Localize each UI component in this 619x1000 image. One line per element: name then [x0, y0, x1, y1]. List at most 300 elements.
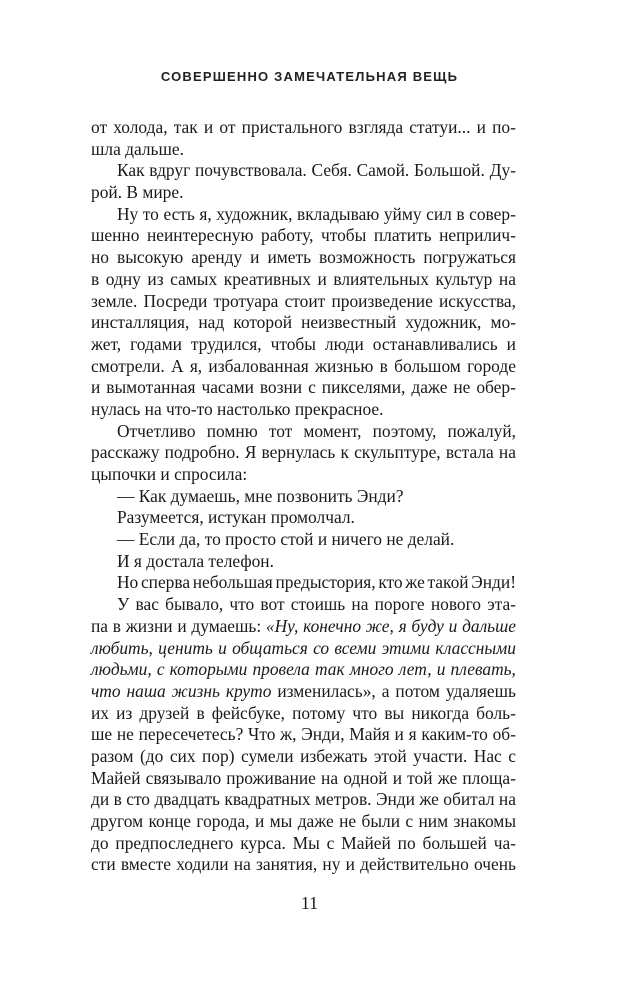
word: сперва — [140, 572, 191, 593]
text-line — [91, 768, 516, 790]
word: участи. — [413, 745, 468, 766]
word: Майей — [91, 767, 141, 788]
word: погружаться — [423, 247, 516, 268]
word: сумели — [240, 745, 294, 766]
word: произведение — [331, 290, 433, 311]
word: не — [453, 377, 471, 398]
word: классными — [435, 637, 516, 658]
word: ча- — [493, 832, 516, 853]
word: и — [436, 659, 446, 680]
word: момент, — [303, 420, 362, 441]
word: по- — [492, 117, 516, 137]
text-line — [91, 117, 516, 139]
word: с — [508, 745, 516, 766]
word: влиятельных — [333, 268, 429, 289]
word: «Ну, — [265, 615, 299, 636]
word: па — [91, 615, 109, 636]
word: но — [91, 247, 110, 268]
word: дальше. — [125, 138, 184, 159]
word: курса. — [240, 832, 286, 853]
word: которой — [233, 312, 293, 333]
word: шла — [91, 138, 126, 159]
word: же, — [365, 615, 394, 636]
word: не — [339, 811, 357, 831]
word: земле. — [91, 290, 138, 311]
word: что — [352, 702, 378, 723]
word: друзей — [139, 702, 190, 723]
word: на — [498, 442, 516, 463]
word: на — [144, 398, 167, 419]
word: конечно — [303, 615, 362, 636]
page-number: 11 — [300, 893, 319, 913]
word: В — [126, 182, 143, 203]
text-line — [91, 854, 516, 876]
word: ценить — [158, 637, 213, 658]
word: уйму — [383, 203, 422, 224]
word: связывало — [145, 767, 222, 788]
word: вас — [135, 594, 159, 615]
word: годами — [130, 333, 182, 354]
word: нового — [430, 594, 481, 615]
text-line — [91, 507, 516, 529]
word: то — [204, 529, 226, 550]
word: квадратных — [224, 789, 311, 810]
word: метров. — [315, 789, 372, 810]
word: конце — [148, 811, 192, 831]
word: я — [133, 550, 147, 571]
word: ше — [91, 724, 113, 745]
word: мире. — [142, 182, 184, 203]
word: той — [407, 767, 433, 788]
text-line — [91, 572, 516, 594]
word: из — [147, 268, 164, 289]
word: даже — [297, 811, 334, 831]
word: из — [116, 702, 133, 723]
word: рой. — [91, 182, 127, 203]
word: что — [91, 680, 121, 701]
text-line — [91, 746, 516, 768]
word: же — [405, 572, 425, 593]
word: подробно. — [164, 442, 240, 463]
word: потом — [395, 680, 440, 701]
word: городе — [467, 355, 516, 376]
word: с — [326, 832, 335, 853]
word: промолчал. — [270, 507, 355, 528]
word: вымотанная — [106, 377, 196, 398]
word: мне — [244, 485, 277, 506]
word: Если — [138, 529, 180, 550]
word: Энди! — [471, 572, 516, 593]
text-line — [91, 160, 516, 182]
text-line — [91, 399, 516, 421]
word: вернулась — [261, 442, 336, 463]
word: просто — [225, 529, 281, 550]
word: и — [506, 333, 516, 354]
word: с — [405, 811, 414, 831]
word: провела — [252, 659, 310, 680]
word: на — [498, 268, 516, 289]
word: Ну — [117, 203, 139, 224]
word: креативных — [223, 268, 311, 289]
word: я, — [189, 355, 203, 376]
text-line — [91, 182, 516, 204]
word: Я — [244, 442, 257, 463]
word: на — [498, 789, 516, 810]
word: же — [437, 767, 458, 788]
word: мы — [269, 811, 293, 831]
word: пороге — [374, 594, 425, 615]
word: (до — [140, 745, 164, 766]
word: статуи... — [409, 117, 471, 137]
word: стоит — [284, 290, 326, 311]
word: Энди — [375, 789, 415, 810]
word: расскажу — [91, 442, 160, 463]
word: так — [173, 117, 198, 137]
word: достала — [146, 550, 209, 571]
word: об- — [492, 724, 516, 745]
word: Большой. — [414, 160, 485, 181]
text-line — [91, 139, 516, 161]
word: делай. — [407, 529, 455, 550]
word: помню — [206, 420, 258, 441]
word: а — [381, 680, 390, 701]
word: стой — [280, 529, 318, 550]
word: я, — [199, 203, 212, 224]
page-body — [91, 117, 516, 876]
word: и — [177, 615, 187, 636]
word: вкладываю — [297, 203, 380, 224]
word: занятия, — [256, 854, 318, 875]
word: Ду- — [489, 160, 516, 181]
word: в — [113, 789, 122, 810]
word: и — [203, 117, 214, 137]
word: смотрели. — [91, 355, 165, 376]
word: Майей — [341, 832, 391, 853]
text-line — [91, 681, 516, 703]
word: двадцать — [154, 789, 220, 810]
text-line — [91, 204, 516, 226]
text-line — [91, 421, 516, 443]
word: сти — [91, 854, 116, 875]
word: избалованная — [208, 355, 309, 376]
word: пересечетесь? — [138, 724, 244, 745]
word: и — [91, 377, 101, 398]
word: цыпочки — [91, 464, 161, 484]
word: пор) — [202, 745, 235, 766]
word: жизнью — [314, 355, 374, 376]
word: в — [379, 355, 388, 376]
word: фейсбуке, — [211, 702, 285, 723]
text-line — [91, 312, 516, 334]
word: в — [196, 702, 205, 723]
word: Нас — [473, 745, 502, 766]
word: и — [317, 529, 332, 550]
word: очень — [474, 854, 516, 875]
word: проживание — [226, 767, 316, 788]
word: по — [397, 832, 416, 853]
word: искусства, — [438, 290, 516, 311]
word: Что — [248, 724, 276, 745]
word: любить, — [91, 637, 153, 658]
word: тротуара — [213, 290, 279, 311]
word: над — [198, 312, 225, 333]
word: ничего — [331, 529, 387, 550]
word: пожалуй, — [447, 420, 516, 441]
word: другом — [91, 811, 144, 831]
word: работу, — [261, 225, 314, 246]
word: да, — [179, 529, 205, 550]
word: в — [456, 203, 465, 224]
word: к — [340, 442, 349, 463]
word: ходили — [176, 854, 229, 875]
word: платить — [373, 225, 432, 246]
word: в — [91, 268, 100, 289]
word: Как — [138, 485, 171, 506]
word: дальше — [462, 615, 516, 636]
word: изменилась», — [277, 680, 376, 701]
word: и — [250, 247, 260, 268]
word: вместе — [120, 854, 171, 875]
word: от — [91, 117, 108, 137]
word: останавливались — [372, 333, 498, 354]
word: шенно — [91, 225, 140, 246]
word: на — [233, 854, 251, 875]
word: одну — [105, 268, 141, 289]
word: одной — [343, 767, 388, 788]
word: и — [392, 767, 403, 788]
word: были — [361, 811, 401, 831]
text-line — [91, 356, 516, 378]
word: в — [112, 615, 121, 636]
word: культур — [435, 268, 493, 289]
word: Самой. — [356, 160, 410, 181]
word: телефон. — [208, 550, 274, 571]
word: даже — [411, 377, 448, 398]
text-line — [91, 247, 516, 269]
word: что-то — [166, 398, 218, 419]
word: людьми, — [91, 659, 152, 680]
word: я — [398, 615, 407, 636]
word: с — [308, 377, 316, 398]
word: почувствовала. — [194, 160, 307, 181]
text-line — [91, 616, 516, 638]
word: жизнь — [171, 680, 220, 701]
word: лет, — [398, 659, 432, 680]
word: бывало, — [165, 594, 224, 615]
word: Энди? — [356, 485, 404, 506]
word: и — [394, 724, 404, 745]
word: Как — [117, 160, 145, 181]
word: и — [254, 811, 265, 831]
word: неинтересную — [146, 225, 254, 246]
text-line — [91, 269, 516, 291]
word: Разумеется, — [117, 507, 209, 528]
text-line — [91, 225, 516, 247]
text-line — [91, 724, 516, 746]
word: вдруг — [149, 160, 191, 181]
text-line — [91, 464, 516, 486]
word: большом — [394, 355, 461, 376]
word: не — [386, 529, 408, 550]
word: каким-то — [421, 724, 488, 745]
word: Майя — [349, 724, 390, 745]
word: буду — [411, 615, 444, 636]
word: не — [116, 724, 134, 745]
word: на — [321, 767, 339, 788]
word: большей — [422, 832, 487, 853]
word: удаляешь — [445, 680, 516, 701]
word: спросила: — [174, 464, 248, 484]
text-line — [91, 334, 516, 356]
word: что — [229, 594, 255, 615]
word: и — [448, 615, 458, 636]
word: этими — [381, 637, 431, 658]
word: аренду — [191, 247, 243, 268]
word: иметь — [267, 247, 312, 268]
word: инсталляция, — [91, 312, 190, 333]
word: такой — [427, 572, 469, 593]
word: предыстория, — [275, 572, 376, 593]
word: разом — [91, 745, 134, 766]
word: эта- — [487, 594, 516, 615]
word: ну — [322, 854, 341, 875]
word: совер- — [469, 203, 516, 224]
text-line — [91, 551, 516, 573]
word: боль- — [476, 702, 516, 723]
word: ди — [91, 789, 110, 810]
word: сил — [426, 203, 452, 224]
word: нулась — [91, 398, 145, 419]
word: жизни — [125, 615, 173, 636]
word: пикселями, — [321, 377, 406, 398]
word: — — [117, 485, 139, 506]
word: люди — [324, 333, 364, 354]
word: взгляда — [348, 117, 404, 137]
word: обер- — [476, 377, 516, 398]
word: Себя. — [311, 160, 352, 181]
word: наша — [126, 680, 166, 701]
word: знакомы — [453, 811, 516, 831]
text-line — [91, 833, 516, 855]
word: вы — [384, 702, 405, 723]
word: то — [142, 203, 159, 224]
word: этой — [373, 745, 407, 766]
word: круто — [225, 680, 272, 701]
word: ним — [418, 811, 449, 831]
word: Мы — [292, 832, 320, 853]
word: вот — [260, 594, 285, 615]
text-line — [91, 529, 516, 551]
word: трудился, — [190, 333, 262, 354]
word: встала — [445, 442, 494, 463]
word: небольшая — [192, 572, 273, 593]
word: которыми — [169, 659, 248, 680]
word: до — [91, 832, 109, 853]
word: от — [219, 117, 236, 137]
word: Посреди — [143, 290, 208, 311]
word: истукан — [208, 507, 271, 528]
word: я — [408, 724, 417, 745]
text-line — [91, 638, 516, 660]
text-line — [91, 291, 516, 313]
word: и — [317, 268, 327, 289]
word: много — [349, 659, 394, 680]
word: ж, — [280, 724, 297, 745]
word: высокую — [117, 247, 184, 268]
word: и — [345, 854, 355, 875]
word: всеми — [334, 637, 377, 658]
word: чтобы — [270, 333, 316, 354]
word: художник, — [405, 312, 482, 333]
word: неизвестный — [301, 312, 397, 333]
word: с — [156, 659, 165, 680]
text-line — [91, 594, 516, 616]
word: обитал — [443, 789, 495, 810]
word: сто — [126, 789, 151, 810]
text-line — [91, 442, 516, 464]
word: так — [315, 659, 345, 680]
word: города, — [196, 811, 250, 831]
word: возни — [259, 377, 303, 398]
word: потому — [292, 702, 346, 723]
word: плевать, — [450, 659, 516, 680]
word: позвонить — [276, 485, 357, 506]
word: никогда — [411, 702, 470, 723]
word: Отчетливо — [117, 420, 196, 441]
word: кто — [378, 572, 403, 593]
word: настолько — [217, 398, 295, 419]
word: возможность — [319, 247, 416, 268]
text-line — [91, 486, 516, 508]
word: думаешь: — [191, 615, 262, 636]
word: же — [419, 789, 439, 810]
word: холода, — [113, 117, 168, 137]
word: и — [218, 637, 227, 658]
word: мо- — [490, 312, 516, 333]
word: со — [313, 637, 330, 658]
word: жет, — [91, 333, 122, 354]
word: И — [117, 550, 134, 571]
word: прекрасное. — [294, 398, 384, 419]
word: есть — [163, 203, 195, 224]
word: пристального — [241, 117, 343, 137]
word: У — [117, 594, 130, 615]
word: и — [160, 464, 175, 484]
word: их — [91, 702, 110, 723]
word: Но — [117, 572, 139, 593]
word: думаешь, — [170, 485, 245, 506]
running-head: СОВЕРШЕННО ЗАМЕЧАТЕЛЬНАЯ ВЕЩЬ — [160, 69, 459, 84]
word: стоишь — [290, 594, 346, 615]
text-line — [91, 811, 516, 833]
word: площа- — [462, 767, 516, 788]
word: Энди, — [301, 724, 345, 745]
word: художник, — [216, 203, 293, 224]
text-line — [91, 377, 516, 399]
word: скульптуре, — [354, 442, 441, 463]
text-line — [91, 789, 516, 811]
text-line — [91, 703, 516, 725]
word: общаться — [232, 637, 308, 658]
word: тот — [268, 420, 293, 441]
word: поэтому, — [372, 420, 437, 441]
word: действительно — [360, 854, 469, 875]
word: сих — [169, 745, 196, 766]
word: на — [351, 594, 369, 615]
word: и — [476, 117, 486, 137]
word: самых — [170, 268, 218, 289]
word: А — [171, 355, 184, 376]
